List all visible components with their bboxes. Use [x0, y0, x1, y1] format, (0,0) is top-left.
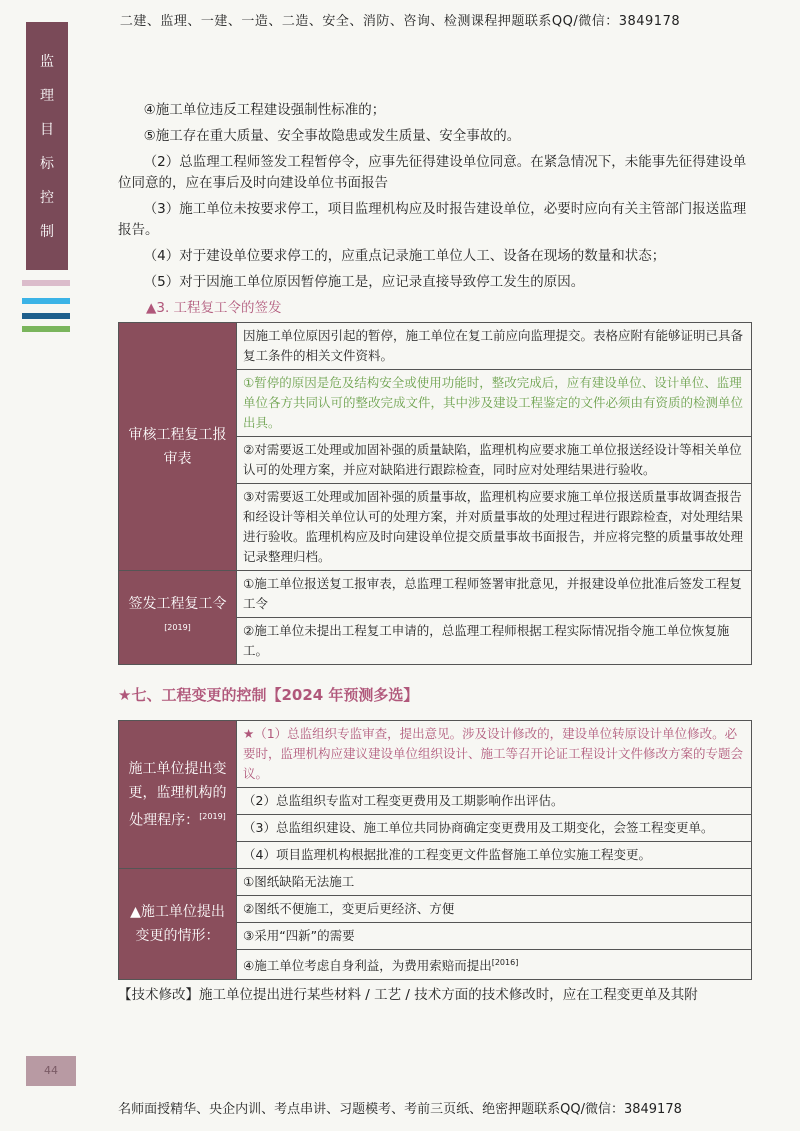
- side-tab-char: 控: [40, 190, 54, 206]
- label-issue: 签发工程复工令[2019]: [119, 571, 237, 665]
- change-control-table: [118, 720, 752, 980]
- para-2: （2）总监理工程师签发工程暂停令，应事先征得建设单位同意。在紧急情况下，未能事先征得建设单位同意的，应在事后及时向建设单位书面报告: [118, 154, 747, 191]
- section-title: ★七、工程变更的控制【2024 年预测多选】: [118, 686, 419, 704]
- para-3: （3）施工单位未按要求停工，项目监理机构应及时报告建设单位，必要时应向有关主管部门报送监理报告。: [118, 201, 747, 238]
- decor-stripe: [22, 326, 70, 332]
- side-tab-char: 监: [40, 54, 54, 70]
- page-number: 44: [26, 1056, 76, 1086]
- para-4: （4）对于建设单位要求停工的，应重点记录施工单位人工、设备在现场的数量和状态；: [143, 248, 666, 264]
- table-row: （3）总监组织建设、施工单位共同协商确定变更费用及工期变化，会签工程变更单。: [237, 815, 752, 842]
- table-row: 因施工单位原因引起的暂停，施工单位在复工前应向监理提交。表格应附有能够证明已具备复工条件的相关文件资料。: [237, 323, 752, 370]
- decor-stripe: [22, 280, 70, 286]
- side-tab-char: 标: [40, 156, 54, 172]
- label-review: 审核工程复工报审表: [119, 323, 237, 571]
- top-text: [118, 100, 758, 325]
- resume-order-table: [118, 322, 752, 665]
- table-row: ②施工单位未提出工程复工申请的，总监理工程师根据工程实际情况指令施工单位恢复施工。: [237, 618, 752, 665]
- table-row: ①施工单位报送复工报审表，总监理工程师签署审批意见，并报建设单位批准后签发工程复工令: [237, 571, 752, 618]
- para-5: （5）对于因施工单位原因暂停施工是，应记录直接导致停工发生的原因。: [143, 274, 585, 290]
- table-row: （2）总监组织专监对工程变更费用及工期影响作出评估。: [237, 788, 752, 815]
- table-row: ②对需要返工处理或加固补强的质量缺陷，监理机构应要求施工单位报送经设计等相关单位认可的处理方案，并应对缺陷进行跟踪检查，同时应对处理结果进行验收。: [237, 437, 752, 484]
- subsection-title: ▲3. 工程复工令的签发: [146, 300, 282, 316]
- table-row: ①图纸缺陷无法施工: [237, 869, 752, 896]
- table-row: ③对需要返工处理或加固补强的质量事故，监理机构应要求施工单位报送质量事故调查报告和经设计等相关单位认可的处理方案，并对质量事故的处理过程进行跟踪检查，对处理结果进行验收。监理机构应及时向建设单位提交质量事故书面报告，并应将完整的质量事故处理记录整理归档。: [237, 484, 752, 571]
- side-tab-char: 理: [40, 88, 54, 104]
- side-tab-char: 目: [40, 122, 54, 138]
- item-5: ⑤施工存在重大质量、安全事故隐患或发生质量、安全事故的。: [143, 128, 521, 144]
- label-procedure: 施工单位提出变更，监理机构的处理程序：[2019]: [119, 721, 237, 869]
- side-tab-char: 制: [40, 224, 54, 240]
- table-row: ③采用“四新”的需要: [237, 923, 752, 950]
- table-row: ★（1）总监组织专监审查，提出意见。涉及设计修改的，建设单位转原设计单位修改。必要时，监理机构应建议建设单位组织设计、施工等召开论证工程设计文件修改方案的专题会议。: [237, 721, 752, 788]
- table-row: ①暂停的原因是危及结构安全或使用功能时，整改完成后，应有建设单位、设计单位、监理单位各方共同认可的整改完成文件，其中涉及建设工程鉴定的文件必须由有资质的检测单位出具。: [237, 370, 752, 437]
- table-row: ④施工单位考虑自身利益，为费用索赔而提出[2016]: [237, 950, 752, 980]
- decor-stripe: [22, 298, 70, 304]
- page-footer: 名师面授精华、央企内训、考点串讲、习题模考、考前三页纸、绝密押题联系QQ/微信：3849178: [118, 1102, 682, 1117]
- tech-modify-para: 【技术修改】施工单位提出进行某些材料 / 工艺 / 技术方面的技术修改时，应在工程变更单及其附: [118, 987, 698, 1003]
- item-4: ④施工单位违反工程建设强制性标准的；: [143, 102, 386, 118]
- label-cases: ▲施工单位提出变更的情形：: [119, 869, 237, 980]
- decor-stripe: [22, 313, 70, 319]
- page-header: 二建、监理、一建、一造、二造、安全、消防、咨询、检测课程押题联系QQ/微信：3849178: [119, 14, 681, 29]
- table-row: ②图纸不便施工，变更后更经济、方便: [237, 896, 752, 923]
- table-row: （4）项目监理机构根据批准的工程变更文件监督施工单位实施工程变更。: [237, 842, 752, 869]
- side-tab: [26, 22, 68, 270]
